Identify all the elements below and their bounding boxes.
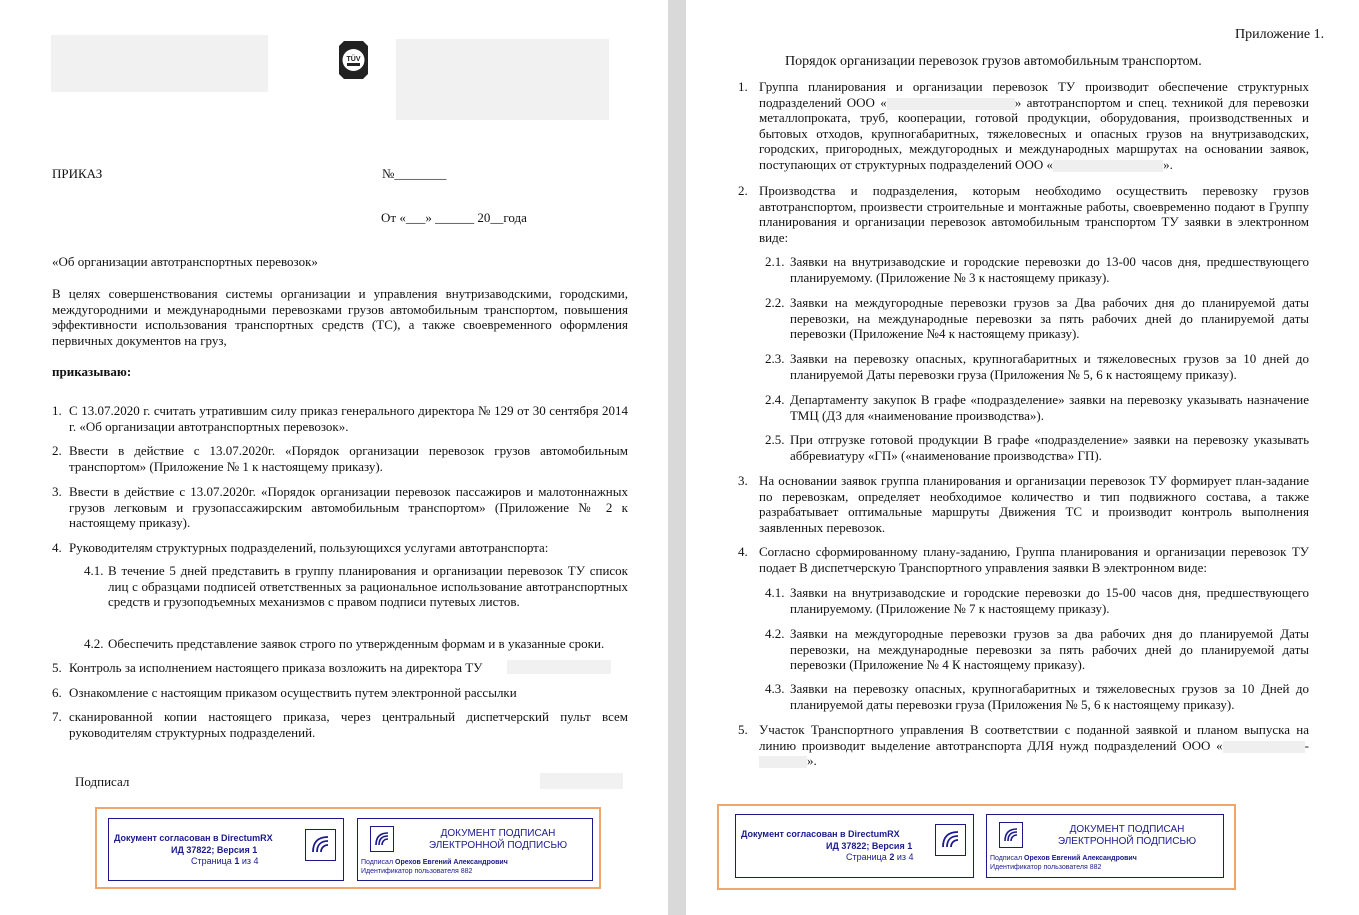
redacted-company [887, 98, 1015, 110]
order-item-4-1: В течение 5 дней представить в группу планирования и организации перевозок ТУ список лиц с образцами подписей ответственных за рациональное использование автотранспортных средств и грузоподъемных механизмов с правом подписи путевых листов. [108, 563, 628, 609]
directum-page-indicator: Страница 2 из 4 [846, 852, 914, 862]
signed-title-1: ДОКУМЕНТ ПОДПИСАН [440, 828, 556, 839]
appendix-item-3: На основании заявок группа планирования и организации перевозок ТУ формирует план-задание по перевозкам, определяет необходимое количество и тип подвижного состава, а также разрабатывает оптимальные маршруты Движения ТС и производит контроль выполнения заявленных перевозок. [759, 473, 1309, 535]
document-type: ПРИКАЗ [52, 166, 103, 181]
electronic-signature-box [986, 814, 1224, 878]
tuv-certification-logo [338, 40, 369, 80]
directum-approval-title: Документ согласован в DirectumRX [741, 829, 900, 839]
appendix-item-2-4: Департаменту закупок В графе «подразделение» заявки на перевозку указывать назначение ТМЦ (ДЗ для «наименование производства»). [790, 392, 1309, 423]
document-page-1 [0, 0, 668, 915]
appendix-item-1: Группа планирования и организации перевозок ТУ производит обеспечение структурных подразделений ООО « » автотранспортом и спец. техникой для перевозки металлопроката, труб, кооперации, готовой продукции, оборудования, производственных и бытовых отходов, крупногабаритных, тяжеловесных и опасных грузов на внутризаводских, городских, пригородных, междугородных и международных маршрутах на основании заявок, поступающих от структурных подразделений ООО « ». [759, 79, 1309, 172]
signature-logo-icon [370, 826, 394, 852]
redacted-company [1053, 160, 1163, 172]
appendix-item-2-5: При отгрузке готовой продукции В графе «подразделение» заявки на перевозку указывать аббревиатуру «ГП» («наименование производства» ГП). [790, 432, 1309, 463]
appendix-label: Приложение 1. [1235, 27, 1325, 42]
redacted-company [759, 756, 807, 768]
signed-title-2: ЭЛЕКТРОННОЙ ПОДПИСЬЮ [1057, 836, 1197, 847]
order-item-7: сканированной копии настоящего приказа, через центральный диспетчерский пульт всем руководителям структурных подразделений. [69, 709, 628, 740]
appendix-item-4-2: Заявки на междугородные перевозки грузов за два рабочих дня до планируемой Даты перевозки, на международные перевозки за пять рабочих дней до планируемой даты перевозки (Приложение № 4 К настоящему приказу). [790, 626, 1309, 672]
directum-approval-box [108, 818, 344, 881]
signed-title-2: ЭЛЕКТРОННОЙ ПОДПИСЬЮ [428, 840, 568, 851]
item-number: 2. [738, 183, 748, 198]
directum-logo-icon [935, 824, 966, 856]
directum-doc-id: ИД 37822; Версия 1 [826, 841, 913, 851]
tuv-logo-text: TÜV [346, 56, 361, 63]
directum-page-indicator: Страница 1 из 4 [191, 856, 259, 866]
electronic-signature-box [357, 818, 593, 881]
preamble: В целях совершенствования системы организации и управления внутризаводскими, городскими, междугородними и международными перевозками грузов автомобильным транспортом, повышения эффективности использования транспортных средств (ТС), а также своевременного оформления первичных документов на груз, [52, 286, 628, 348]
appendix-item-2: Производства и подразделения, которым необходимо осуществить перевозку грузов автотранспортом, произвести строительные и монтажные работы, своевременно подают в Группу планирования и организации перевозок автомобильным транспортом ТУ заявки в электронном виде: [759, 183, 1309, 245]
appendix-item-2-2: Заявки на междугородные перевозки грузов за Два рабочих дня до планируемой даты перевозки, на международные перевозки за пять рабочих дней до планируемой даты перевозки (Приложение №4 к настоящему приказу). [790, 295, 1309, 341]
order-subject: «Об организации автотранспортных перевозок» [52, 254, 318, 269]
order-item-1: С 13.07.2020 г. считать утратившим силу приказ генерального директора № 129 от 30 сентября 2014 г. «Об организации автотранспортных перевозок». [69, 403, 628, 434]
item-number: 4. [52, 540, 62, 555]
item-number: 3. [52, 484, 62, 499]
item-number: 5. [52, 660, 62, 675]
appendix-item-4: Согласно сформированному плану-заданию, Группа планирования и организации перевозок ТУ подает В диспетчерскую Транспортного управления заявки В электронном виде: [759, 544, 1309, 575]
item-number: 2.1. [765, 254, 785, 269]
item-number: 2.2. [765, 295, 785, 310]
signer-line: Подписал Орехов Евгений Александрович [990, 855, 1137, 862]
directum-doc-id: ИД 37822; Версия 1 [171, 845, 258, 855]
order-item-2: Ввести в действие с 13.07.2020г. «Порядок организации перевозок грузов автомобильным транспортом» (Приложение № 1 к настоящему приказу). [69, 443, 628, 474]
item-number: 2.4. [765, 392, 785, 407]
item-number: 2. [52, 443, 62, 458]
item-number: 4.2. [84, 636, 104, 651]
item-number: 1. [738, 79, 748, 94]
order-number: №________ [382, 166, 447, 181]
appendix-item-4-1: Заявки на внутризаводские и городские перевозки до 15-00 часов дня, предшествующего планируемому. (Приложение № 7 к настоящему приказу). [790, 585, 1309, 616]
order-item-4: Руководителям структурных подразделений, пользующихся услугами автотранспорта: [69, 540, 549, 555]
redacted-company [1223, 741, 1305, 753]
signed-label: Подписал [75, 774, 130, 789]
user-id-line: Идентификатор пользователя 882 [361, 868, 473, 875]
order-item-5: Контроль за исполнением настоящего приказа возложить на директора ТУ [69, 660, 483, 675]
redacted-signature [540, 773, 623, 789]
redacted-company-logo [51, 35, 268, 92]
item-number: 2.5. [765, 432, 785, 447]
signed-title-1: ДОКУМЕНТ ПОДПИСАН [1069, 824, 1185, 835]
signer-line: Подписал Орехов Евгений Александрович [361, 859, 508, 866]
order-item-4-2: Обеспечить представление заявок строго по утвержденным формам и в указанные сроки. [108, 636, 605, 651]
item-number: 4.1. [765, 585, 785, 600]
redacted-header-block [396, 39, 609, 120]
item-number: 6. [52, 685, 62, 700]
order-item-3: Ввести в действие с 13.07.2020г. «Порядок организации перевозок пассажиров и малотоннажных грузов легковым и грузопассажирским автомобильным транспортом» (Приложение № 2 к настоящему приказу). [69, 484, 628, 530]
item-number: 1. [52, 403, 62, 418]
directum-approval-title: Документ согласован в DirectumRX [114, 833, 273, 843]
appendix-item-2-3: Заявки на перевозку опасных, крупногабаритных и тяжеловесных грузов за 10 дней до планируемой Даты перевозки груза (Приложения № 5, 6 к настоящему приказу). [790, 351, 1309, 382]
item-number: 4.1. [84, 563, 104, 578]
redacted-director-name [507, 660, 611, 674]
signature-logo-icon [999, 822, 1023, 848]
item-number: 3. [738, 473, 748, 488]
order-item-6: Ознакомление с настоящим приказом осуществить путем электронной рассылки [69, 685, 517, 700]
item-number: 4.2. [765, 626, 785, 641]
document-page-2 [686, 0, 1359, 915]
item-number: 4. [738, 544, 748, 559]
item-number: 7. [52, 709, 62, 724]
item-number: 5. [738, 722, 748, 737]
appendix-item-5: Участок Транспортного управления В соответствии с поданной заявкой и планом выпуска на линию производит выделение автотранспорта ДЛЯ нужд подразделений ООО « - ». [759, 722, 1309, 768]
order-date: От «___» ______ 20__года [381, 210, 527, 225]
appendix-title: Порядок организации перевозок грузов автомобильным транспортом. [785, 54, 1202, 69]
order-word: приказываю: [52, 364, 132, 379]
user-id-line: Идентификатор пользователя 882 [990, 864, 1102, 871]
item-number: 2.3. [765, 351, 785, 366]
appendix-item-2-1: Заявки на внутризаводские и городские перевозки до 13-00 часов дня, предшествующего планируемому. (Приложение № 3 к настоящему приказу). [790, 254, 1309, 285]
item-number: 4.3. [765, 681, 785, 696]
directum-logo-icon [305, 829, 336, 861]
appendix-item-4-3: Заявки на перевозку опасных, крупногабаритных и тяжеловесных грузов за 10 Дней до планируемой даты перевозки груза (Приложения № 5, 6 к настоящему приказу). [790, 681, 1309, 712]
directum-approval-box [735, 814, 974, 878]
